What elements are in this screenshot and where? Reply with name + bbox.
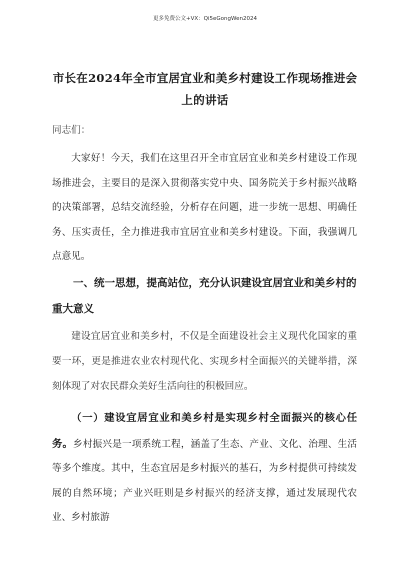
paragraph-significance: 建设宜居宜业和美乡村，不仅是全面建设社会主义现代化国家的重要一环，更是推进农业农村现代化、实现乡村全面振兴的关键举措，深刻体现了对农民群众美好生活向往的积极回应。 — [52, 331, 357, 392]
subheading-1: （一）建设宜居宜业和美乡村是实现乡村全面振兴的核心任务。 — [52, 412, 357, 450]
section-heading-1: 一、统一思想，提高站位，充分认识建设宜居宜业和美乡村的重大意义 — [52, 277, 357, 315]
paragraph-core-task — [52, 406, 357, 531]
header-note: 更多免费公文+VX：Qi5eGongWen2024 — [153, 16, 257, 22]
paragraph-core-task-text: 乡村振兴是一项系统工程，涵盖了生态、产业、文化、治理、生活等多个维度。其中，生态宜居是乡村振兴的基石，为乡村提供可持续发展的自然环境；产业兴旺则是乡村振兴的经济支撑，通过发展现代农业、乡村旅游 — [52, 438, 358, 523]
salutation: 同志们： — [52, 125, 91, 136]
document-title: 市长在2024年全市宜居宜业和美乡村建设工作现场推进会上的讲话 — [52, 71, 358, 107]
paragraph-intro: 大家好！今天，我们在这里召开全市宜居宜业和美乡村建设工作现场推进会，主要目的是深入贯彻落实党中央、国务院关于乡村振兴战略的决策部署，总结交流经验，分析存在问题，进一步统一思想、明确任务、压实责任，全力推进我市宜居宜业和美乡村建设。下面，我强调几点意见。 — [52, 153, 357, 262]
